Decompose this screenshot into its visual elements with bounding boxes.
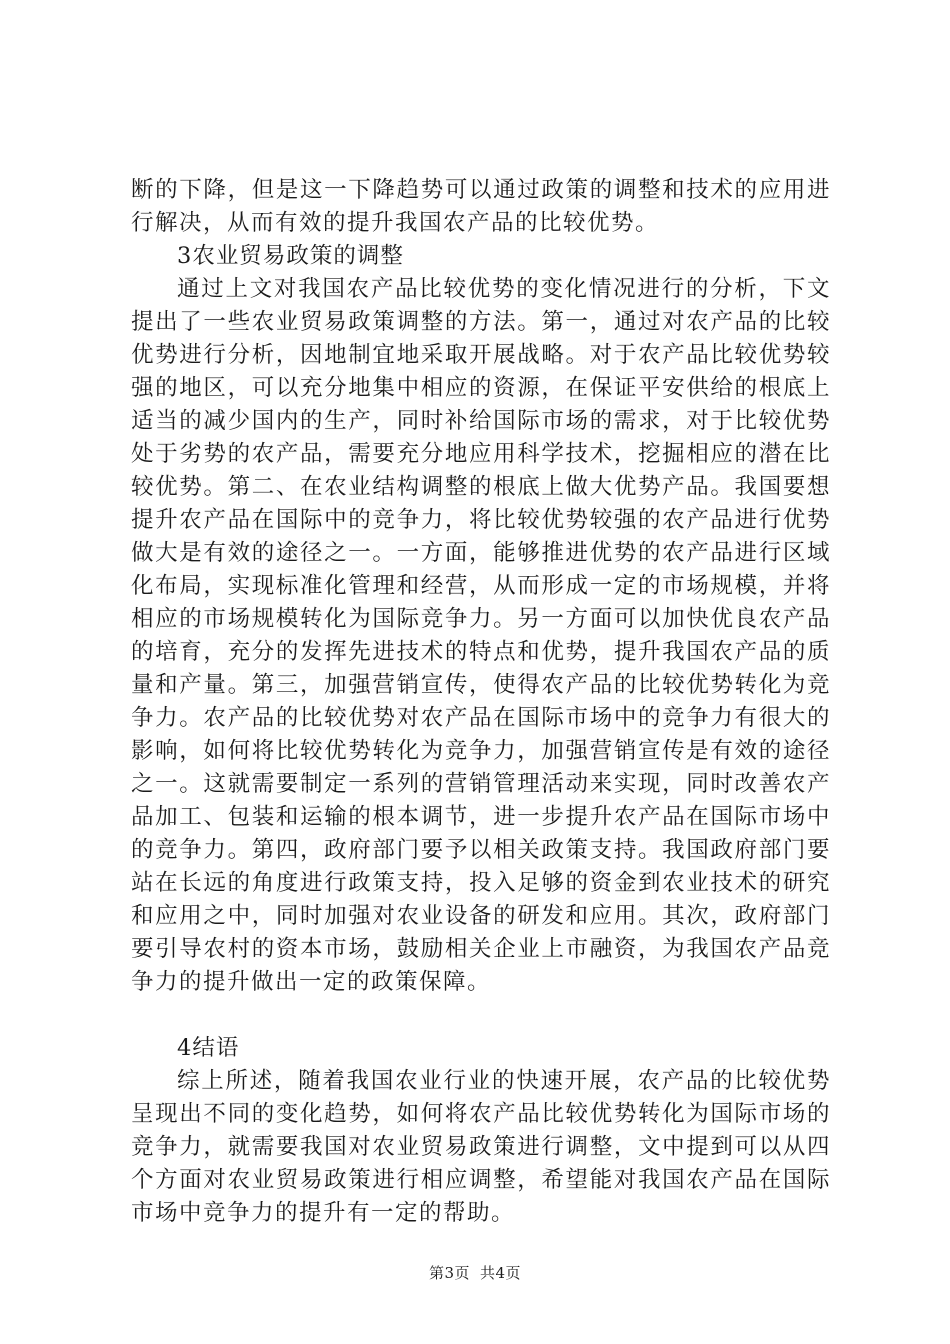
section-heading-3: 3农业贸易政策的调整 — [177, 243, 404, 269]
page-footer — [0, 1262, 950, 1283]
page-total: 共4页 — [480, 1264, 522, 1282]
section-3-body: 通过上文对我国农产品比较优势的变化情况进行的分析，下文提出了一些农业贸易政策调整的方法。第一，通过对农产品的比较优势进行分析，因地制宜地采取开展战略。对于农产品比较优势较强的地区，可以充分地集中相应的资源，在保证平安供给的根底上适当的减少国内的生产，同时补给国际市场的需求，对于比较优势处于劣势的农产品，需要充分地应用科学技术，挖掘相应的潜在比较优势。第二、在农业结构调整的根底上做大优势产品。我国要想提升农产品在国际中的竞争力，将比较优势较强的农产品进行优势做大是有效的途径之一。一方面，能够推进优势的农产品进行区域化布局，实现标准化管理和经营，从而形成一定的市场规模，并将相应的市场规模转化为国际竞争力。另一方面可以加快优良农产品的培育，充分的发挥先进技术的特点和优势，提升我国农产品的质量和产量。第三，加强营销宣传，使得农产品的比较优势转化为竞争力。农产品的比较优势对农产品在国际市场中的竞争力有很大的影响，如何将比较优势转化为竞争力，加强营销宣传是有效的途径之一。这就需要制定一系列的营销管理活动来实现，同时改善农产品加工、包装和运输的根本调节，进一步提升农产品在国际市场中的竞争力。第四，政府部门要予以相关政策支持。我国政府部门要站在长远的角度进行政策支持，投入足够的资金到农业技术的研究和应用之中，同时加强对农业设备的研发和应用。其次，政府部门要引导农村的资本市场，鼓励相关企业上市融资，为我国农产品竞争力的提升做出一定的政策保障。 — [131, 276, 831, 995]
document-body — [131, 174, 831, 1230]
paragraph-continuation: 断的下降，但是这一下降趋势可以通过政策的调整和技术的应用进行解决，从而有效的提升我国农产品的比较优势。 — [131, 177, 831, 236]
section-heading-4: 4结语 — [177, 1035, 240, 1061]
page-number: 第3页 — [428, 1264, 470, 1282]
section-4-body: 综上所述，随着我国农业行业的快速开展，农产品的比较优势呈现出不同的变化趋势，如何将农产品比较优势转化为国际市场的竞争力，就需要我国对农业贸易政策进行调整，文中提到可以从四个方面对农业贸易政策进行相应调整，希望能对我国农产品在国际市场中竞争力的提升有一定的帮助。 — [131, 1068, 831, 1226]
paragraph-spacer — [131, 999, 831, 1032]
